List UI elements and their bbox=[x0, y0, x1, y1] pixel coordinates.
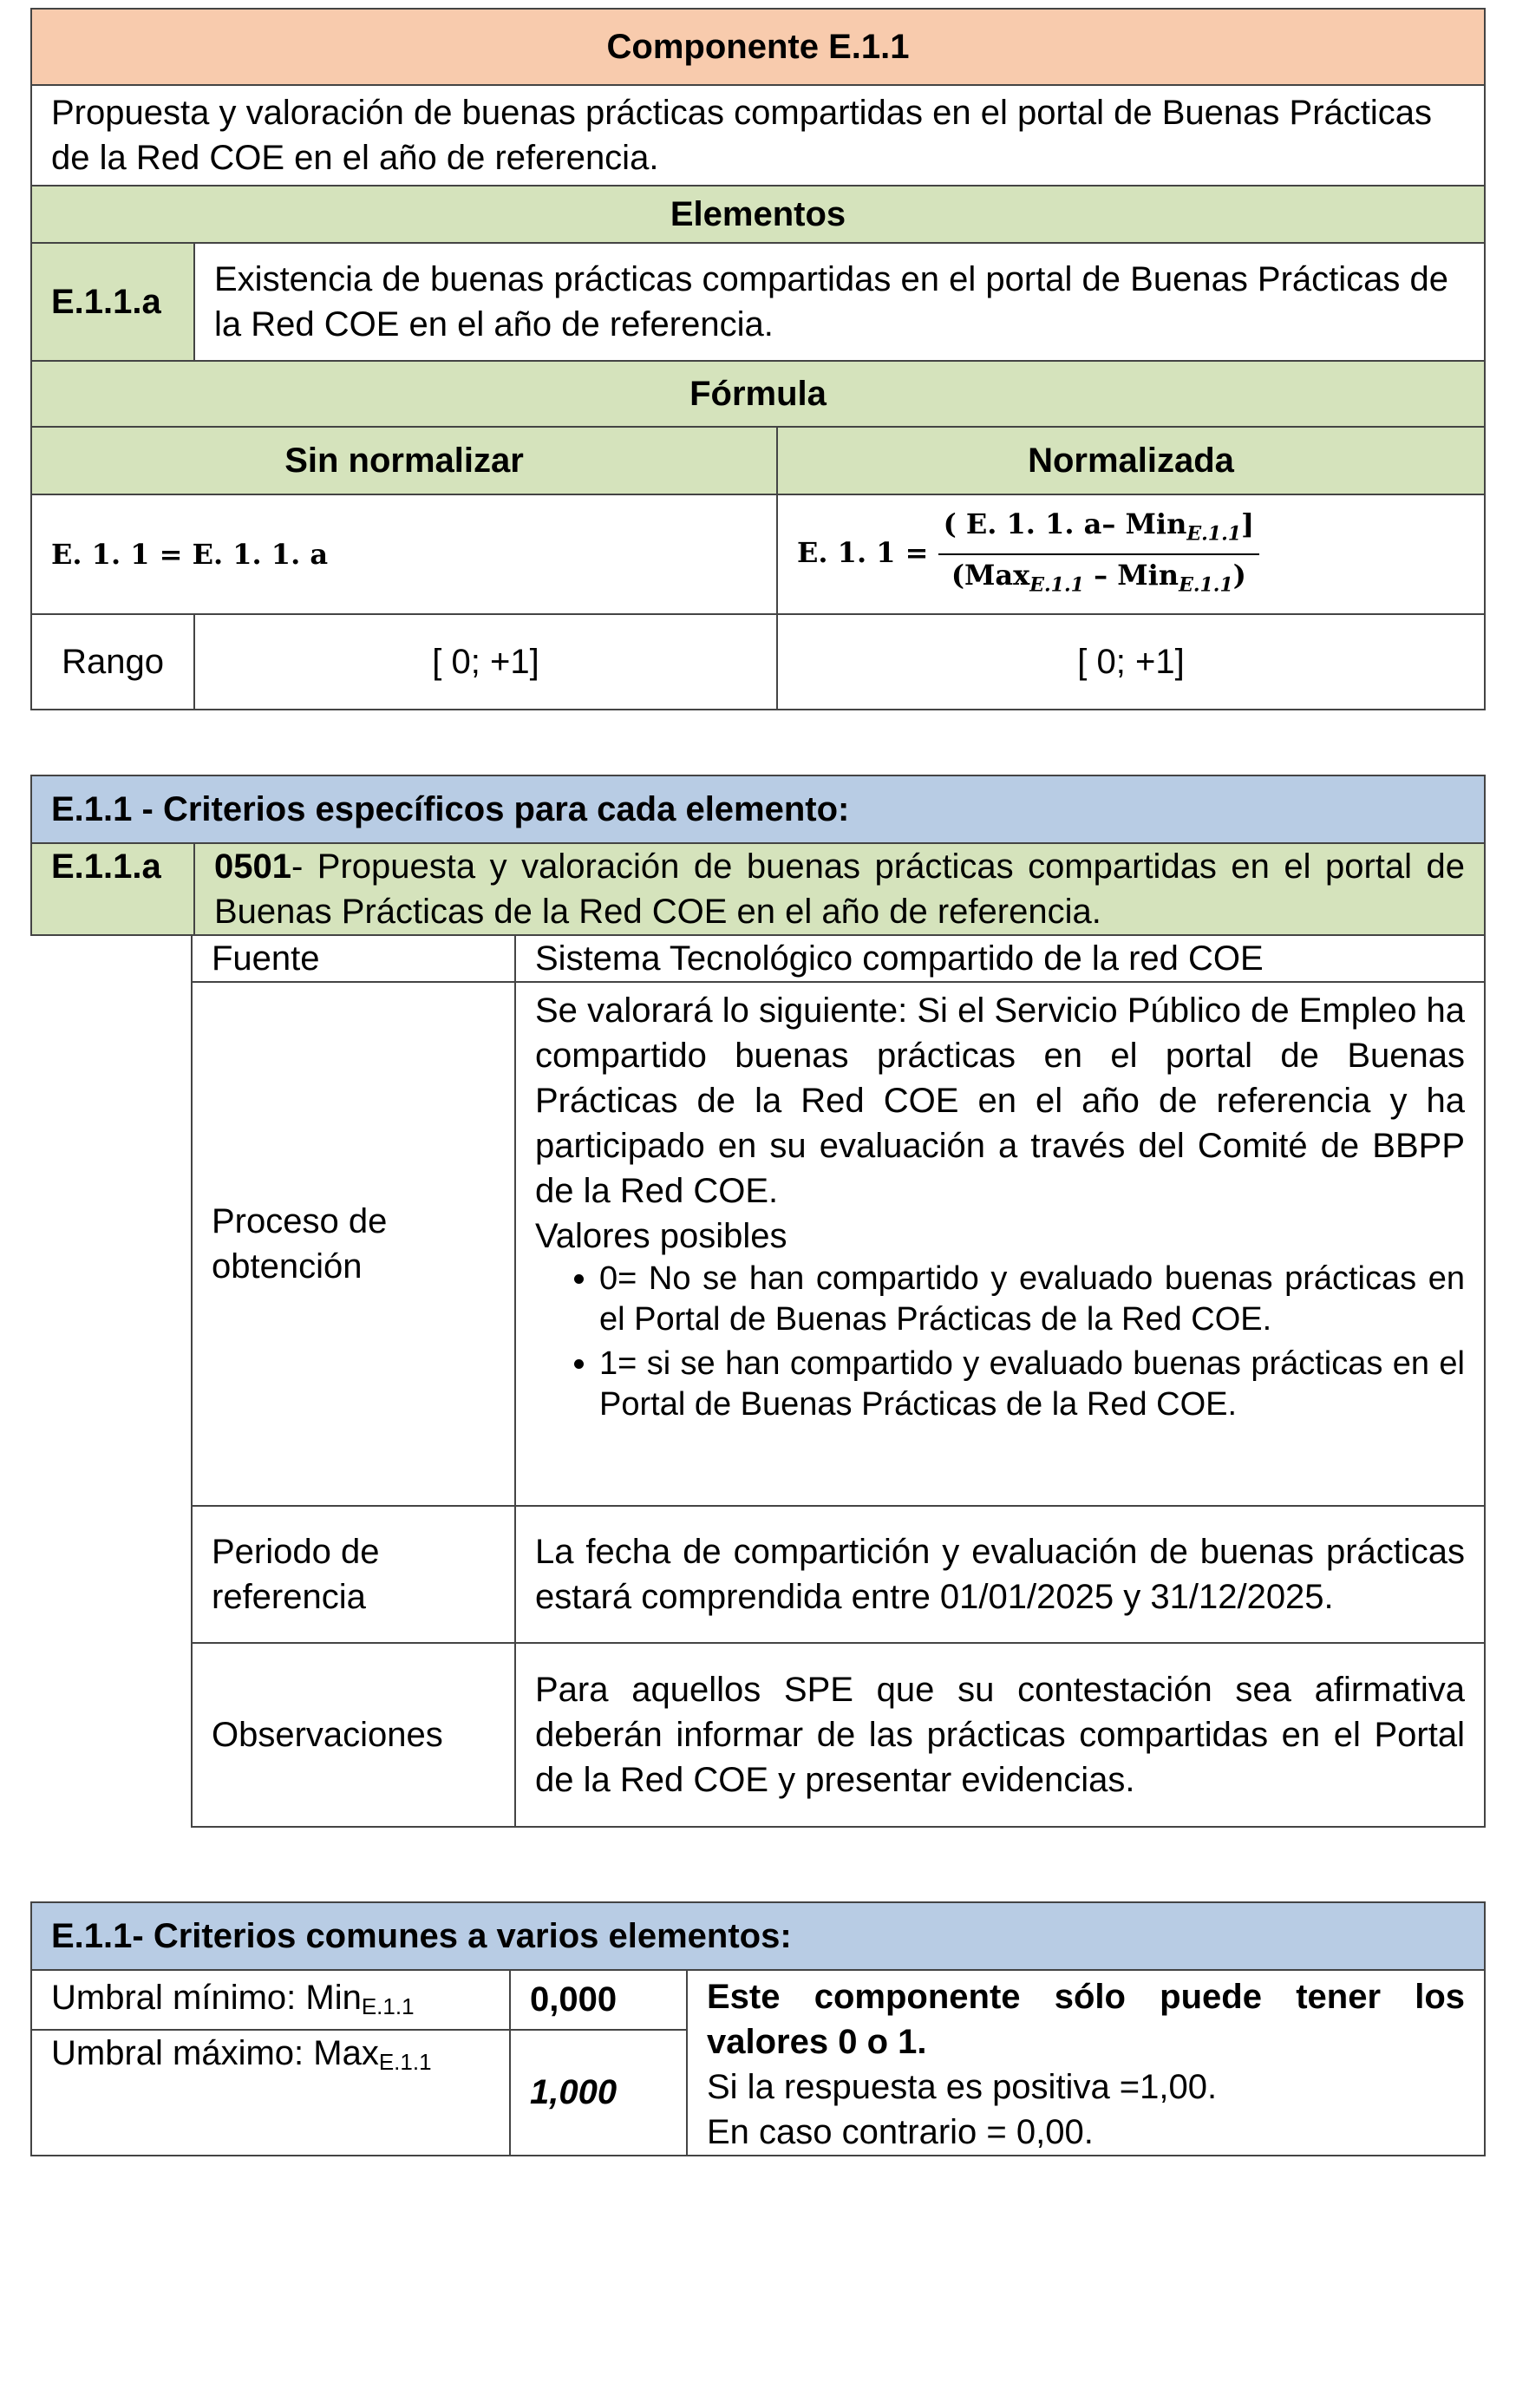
criteria-element-desc: 0501- Propuesta y valoración de buenas prácticas compartidas en el portal de Buenas Prácticas de la Red COE en el año de referencia. bbox=[194, 843, 1485, 935]
criteria-element-code: E.1.1.a bbox=[31, 843, 194, 935]
formula-fraction bbox=[938, 504, 1260, 605]
max-value: 1,000 bbox=[510, 2030, 687, 2156]
valores-list bbox=[535, 1259, 1465, 1425]
common-header: E.1.1- Criterios comunes a varios elementos: bbox=[31, 1902, 1485, 1970]
periodo-label: Periodo de referencia bbox=[192, 1506, 515, 1643]
fuente-value: Sistema Tecnológico compartido de la red COE bbox=[515, 935, 1485, 982]
fuente-label: Fuente bbox=[192, 935, 515, 982]
sin-normalizar-header: Sin normalizar bbox=[31, 427, 777, 494]
valor-item-0: • 0= No se han compartido y evaluado buenas prácticas en el Portal de Buenas Prácticas de la Red COE. bbox=[599, 1259, 1465, 1340]
rango-normalized: [ 0; +1] bbox=[777, 614, 1485, 710]
valores-label: Valores posibles bbox=[535, 1217, 787, 1255]
component-table bbox=[30, 8, 1486, 710]
proceso-cell bbox=[515, 982, 1485, 1506]
formula-normalized bbox=[777, 494, 1485, 614]
rango-raw: [ 0; +1] bbox=[194, 614, 777, 710]
criteria-header: E.1.1 - Criterios específicos para cada elemento: bbox=[31, 775, 1485, 843]
elements-header: Elementos bbox=[31, 186, 1485, 243]
formula-denominator: (Max$_{E.1.1}$ – Min$_{E.1.1}$) bbox=[951, 559, 1246, 597]
normalizada-header: Normalizada bbox=[777, 427, 1485, 494]
criteria-details-table bbox=[191, 934, 1486, 1828]
element-code: E.1.1.a bbox=[31, 243, 194, 361]
criteria-header-table bbox=[30, 775, 1486, 936]
min-label: Umbral mínimo: MinE.1.1 bbox=[31, 1970, 510, 2030]
proceso-text: Se valorará lo siguiente: Si el Servicio Público de Empleo ha compartido buenas prácticas en el portal de Buenas Prácticas de la Red COE en el año de referencia y ha participado en su evaluación a través del Comité de BBPP de la Red COE. bbox=[535, 991, 1465, 1210]
formula-numerator: ( E. 1. 1. a– Min$_{E.1.1}$] bbox=[938, 504, 1260, 555]
common-note bbox=[687, 1970, 1485, 2156]
formula-raw: E. 1. 1 = E. 1. 1. a bbox=[31, 494, 777, 614]
observaciones-text: Para aquellos SPE que su contestación sea afirmativa deberán informar de las prácticas compartidas en el Portal de la Red COE y presentar evidencias. bbox=[515, 1643, 1485, 1827]
proceso-label: Proceso de obtención bbox=[192, 982, 515, 1506]
min-value: 0,000 bbox=[510, 1970, 687, 2030]
valor-item-1: • 1= si se han compartido y evaluado buenas prácticas en el Portal de Buenas Prácticas de la Red COE. bbox=[599, 1344, 1465, 1425]
max-label: Umbral máximo: MaxE.1.1 bbox=[31, 2030, 510, 2156]
formula-norm-lhs: E. 1. 1 = bbox=[797, 535, 929, 569]
component-description: Propuesta y valoración de buenas prácticas compartidas en el portal de Buenas Prácticas de la Red COE en el año de referencia. bbox=[31, 85, 1485, 186]
observaciones-label: Observaciones bbox=[192, 1643, 515, 1827]
criteria-element-id: 0501 bbox=[214, 847, 291, 886]
common-note-bold: Este componente sólo puede tener los valores 0 o 1. bbox=[707, 1978, 1466, 2061]
common-note-line2: En caso contrario = 0,00. bbox=[707, 2113, 1094, 2151]
formula-header: Fórmula bbox=[31, 361, 1485, 427]
common-criteria-table bbox=[30, 1901, 1486, 2156]
element-text: Existencia de buenas prácticas compartidas en el portal de Buenas Prácticas de la Red COE en el año de referencia. bbox=[194, 243, 1485, 361]
common-note-line1: Si la respuesta es positiva =1,00. bbox=[707, 2068, 1218, 2106]
component-title: Componente E.1.1 bbox=[31, 9, 1485, 85]
periodo-text: La fecha de compartición y evaluación de buenas prácticas estará comprendida entre 01/01/2025 y 31/12/2025. bbox=[515, 1506, 1485, 1643]
rango-label: Rango bbox=[31, 614, 194, 710]
